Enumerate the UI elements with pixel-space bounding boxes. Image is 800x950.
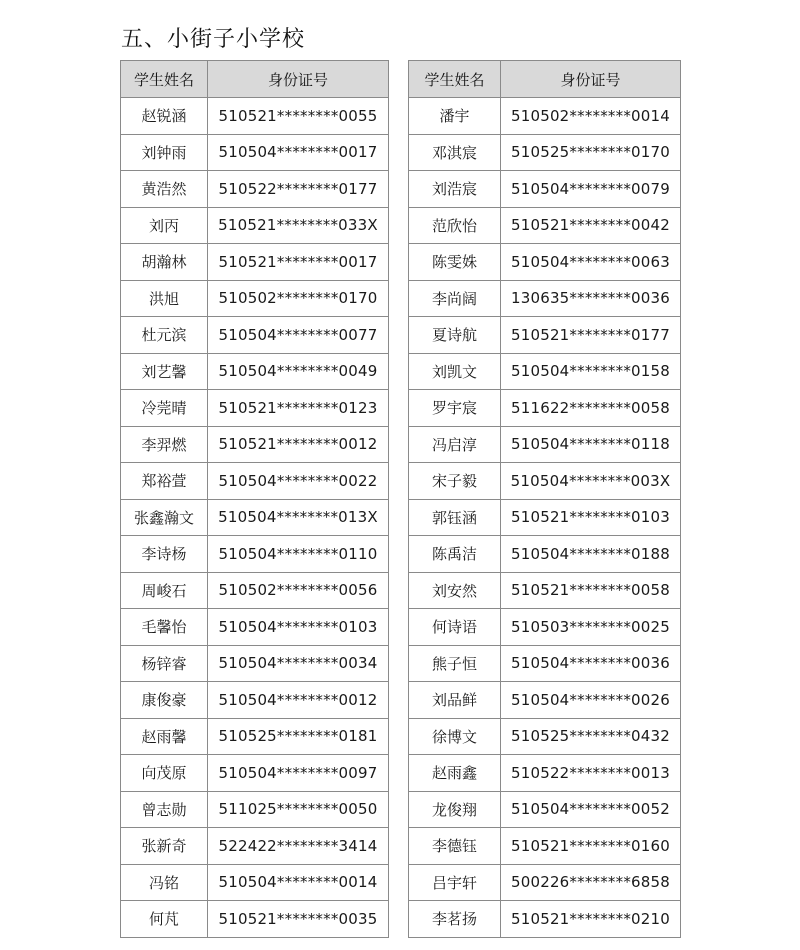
id-number-cell: 510521********0042	[501, 207, 681, 244]
student-name-cell: 张新奇	[121, 828, 208, 865]
table-row	[409, 317, 681, 354]
id-number-cell: 510521********0103	[501, 499, 681, 536]
student-name-cell: 李德钰	[409, 828, 501, 865]
table-row	[121, 901, 389, 938]
id-number-cell: 510522********0013	[501, 755, 681, 792]
table-row	[409, 901, 681, 938]
id-number-cell: 510504********0158	[501, 353, 681, 390]
student-name-cell: 郭钰涵	[409, 499, 501, 536]
table-row	[409, 353, 681, 390]
student-name-cell: 郑裕萱	[121, 463, 208, 500]
table-row	[121, 463, 389, 500]
table-row	[121, 645, 389, 682]
table-row	[121, 171, 389, 208]
id-number-cell: 510504********0022	[208, 463, 389, 500]
student-name-cell: 何芃	[121, 901, 208, 938]
id-number-cell: 510504********0118	[501, 426, 681, 463]
table-row	[121, 280, 389, 317]
id-number-cell: 510502********0014	[501, 98, 681, 135]
id-number-cell: 510522********0177	[208, 171, 389, 208]
table-row	[409, 572, 681, 609]
student-name-cell: 赵雨馨	[121, 718, 208, 755]
table-row	[409, 718, 681, 755]
table-row	[409, 171, 681, 208]
table-row	[121, 353, 389, 390]
student-name-cell: 刘品鲜	[409, 682, 501, 719]
student-name-cell: 毛馨怡	[121, 609, 208, 646]
student-name-cell: 徐博文	[409, 718, 501, 755]
student-name-cell: 刘艺馨	[121, 353, 208, 390]
student-name-cell: 胡瀚林	[121, 244, 208, 281]
table-row	[409, 134, 681, 171]
student-name-cell: 李茗扬	[409, 901, 501, 938]
id-number-cell: 510504********0077	[208, 317, 389, 354]
student-name-cell: 杨锌睿	[121, 645, 208, 682]
student-table-right	[408, 60, 681, 938]
student-name-cell: 何诗语	[409, 609, 501, 646]
table-row	[121, 755, 389, 792]
table-row	[409, 499, 681, 536]
table-row	[409, 645, 681, 682]
id-number-cell: 510521********0012	[208, 426, 389, 463]
student-name-cell: 罗宇宸	[409, 390, 501, 427]
id-number-cell: 511622********0058	[501, 390, 681, 427]
table-row	[409, 536, 681, 573]
table-row	[121, 682, 389, 719]
table-row	[409, 98, 681, 135]
student-name-cell: 赵锐涵	[121, 98, 208, 135]
id-number-cell: 510504********0049	[208, 353, 389, 390]
table-row	[409, 463, 681, 500]
student-name-cell: 熊子恒	[409, 645, 501, 682]
table-row	[121, 499, 389, 536]
student-name-cell: 潘宇	[409, 98, 501, 135]
student-name-cell: 赵雨鑫	[409, 755, 501, 792]
id-number-cell: 510504********0103	[208, 609, 389, 646]
student-name-cell: 洪旭	[121, 280, 208, 317]
id-number-cell: 510504********0188	[501, 536, 681, 573]
column-header-name: 学生姓名	[409, 61, 501, 98]
table-row	[121, 207, 389, 244]
table-row	[409, 426, 681, 463]
table-header-row	[409, 61, 681, 98]
id-number-cell: 510504********013X	[208, 499, 389, 536]
student-name-cell: 宋子毅	[409, 463, 501, 500]
table-row	[409, 244, 681, 281]
student-name-cell: 杜元滨	[121, 317, 208, 354]
id-number-cell: 500226********6858	[501, 864, 681, 901]
id-number-cell: 510521********0017	[208, 244, 389, 281]
student-name-cell: 刘钟雨	[121, 134, 208, 171]
student-name-cell: 刘浩宸	[409, 171, 501, 208]
column-header-id: 身份证号	[208, 61, 389, 98]
id-number-cell: 510521********0160	[501, 828, 681, 865]
table-row	[409, 791, 681, 828]
student-name-cell: 冯启淳	[409, 426, 501, 463]
table-row	[121, 828, 389, 865]
id-number-cell: 510504********0079	[501, 171, 681, 208]
student-name-cell: 刘凯文	[409, 353, 501, 390]
table-row	[121, 390, 389, 427]
id-number-cell: 510504********003X	[501, 463, 681, 500]
id-number-cell: 511025********0050	[208, 791, 389, 828]
id-number-cell: 510521********0177	[501, 317, 681, 354]
table-row	[409, 682, 681, 719]
table-row	[409, 609, 681, 646]
table-body	[121, 98, 389, 938]
id-number-cell: 510504********0017	[208, 134, 389, 171]
table-row	[409, 207, 681, 244]
student-name-cell: 冷莞晴	[121, 390, 208, 427]
student-name-cell: 邓淇宸	[409, 134, 501, 171]
table-row	[121, 609, 389, 646]
id-number-cell: 510504********0097	[208, 755, 389, 792]
table-row	[121, 426, 389, 463]
id-number-cell: 510504********0026	[501, 682, 681, 719]
id-number-cell: 510504********0034	[208, 645, 389, 682]
id-number-cell: 130635********0036	[501, 280, 681, 317]
id-number-cell: 510521********0055	[208, 98, 389, 135]
table-row	[121, 536, 389, 573]
id-number-cell: 510503********0025	[501, 609, 681, 646]
id-number-cell: 510525********0181	[208, 718, 389, 755]
table-row	[409, 390, 681, 427]
table-row	[121, 718, 389, 755]
id-number-cell: 510504********0052	[501, 791, 681, 828]
student-name-cell: 周峻石	[121, 572, 208, 609]
student-name-cell: 向茂原	[121, 755, 208, 792]
table-row	[409, 280, 681, 317]
student-name-cell: 张鑫瀚文	[121, 499, 208, 536]
student-name-cell: 冯铭	[121, 864, 208, 901]
table-row	[409, 828, 681, 865]
id-number-cell: 510521********0058	[501, 572, 681, 609]
id-number-cell: 510525********0170	[501, 134, 681, 171]
id-number-cell: 510521********033X	[208, 207, 389, 244]
table-row	[409, 755, 681, 792]
section-title: 五、小街子小学校	[121, 27, 306, 52]
column-header-name: 学生姓名	[121, 61, 208, 98]
table-body	[409, 98, 681, 938]
student-name-cell: 刘丙	[121, 207, 208, 244]
id-number-cell: 510521********0210	[501, 901, 681, 938]
table-row	[121, 317, 389, 354]
table-header-row	[121, 61, 389, 98]
id-number-cell: 510504********0036	[501, 645, 681, 682]
student-table-left	[120, 60, 389, 938]
student-name-cell: 范欣怡	[409, 207, 501, 244]
id-number-cell: 510525********0432	[501, 718, 681, 755]
table-row	[121, 134, 389, 171]
column-header-id: 身份证号	[501, 61, 681, 98]
id-number-cell: 510502********0170	[208, 280, 389, 317]
student-name-cell: 夏诗航	[409, 317, 501, 354]
student-name-cell: 吕宇轩	[409, 864, 501, 901]
student-name-cell: 李诗杨	[121, 536, 208, 573]
id-number-cell: 510504********0063	[501, 244, 681, 281]
student-name-cell: 康俊豪	[121, 682, 208, 719]
student-name-cell: 龙俊翔	[409, 791, 501, 828]
table-row	[409, 864, 681, 901]
student-name-cell: 黄浩然	[121, 171, 208, 208]
table-row	[121, 864, 389, 901]
student-name-cell: 陈雯姝	[409, 244, 501, 281]
id-number-cell: 522422********3414	[208, 828, 389, 865]
id-number-cell: 510504********0014	[208, 864, 389, 901]
id-number-cell: 510502********0056	[208, 572, 389, 609]
table-row	[121, 572, 389, 609]
student-name-cell: 李尚阔	[409, 280, 501, 317]
table-row	[121, 244, 389, 281]
student-name-cell: 李羿燃	[121, 426, 208, 463]
student-name-cell: 陈禹洁	[409, 536, 501, 573]
id-number-cell: 510521********0035	[208, 901, 389, 938]
id-number-cell: 510504********0012	[208, 682, 389, 719]
student-name-cell: 曾志勋	[121, 791, 208, 828]
table-row	[121, 98, 389, 135]
id-number-cell: 510521********0123	[208, 390, 389, 427]
student-name-cell: 刘安然	[409, 572, 501, 609]
id-number-cell: 510504********0110	[208, 536, 389, 573]
table-row	[121, 791, 389, 828]
